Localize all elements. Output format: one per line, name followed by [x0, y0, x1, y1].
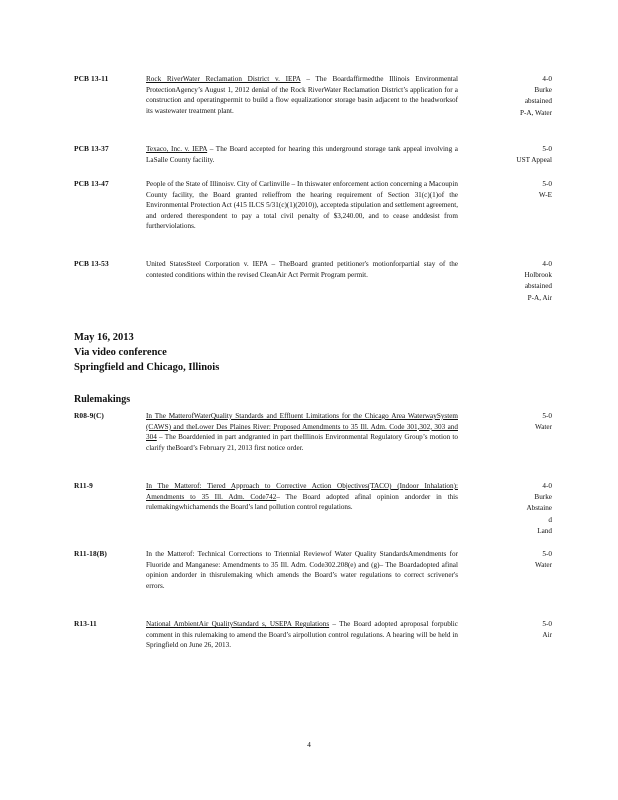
vote-line: d: [548, 515, 552, 524]
case-title: In The Matterof: Tiered Approach to Corrective Action Objectives(TACO) (Indoor Inhalation): Amendments to 35 Ill. Adm. Code742: [146, 482, 458, 501]
entry-text: United StatesSteel Corporation v. IEPA – TheBoard granted petitioner's motionforpartial stay of the contested conditions within the revised CleanAir Act Permit Program permit.: [146, 260, 458, 279]
vote-line: 5-0: [542, 550, 552, 558]
vote-line: Burke: [534, 493, 552, 502]
vote-line: Land: [537, 526, 552, 535]
entry-summary: [146, 619, 458, 651]
vote-line: P-A, Air: [527, 293, 552, 302]
docket-number: PCB 13-37: [74, 144, 109, 153]
docket-number: PCB 13-11: [74, 74, 109, 83]
vote-line: 5-0: [542, 620, 552, 628]
entry-summary: [146, 74, 458, 116]
vote-column: [472, 411, 552, 433]
case-title: Texaco, Inc. v. IEPA: [146, 145, 208, 153]
vote-column: [472, 144, 552, 166]
vote-line: Burke: [534, 86, 552, 95]
vote-line: 4-0: [542, 75, 552, 83]
case-title: National AmbientAir QualityStandard s, USEPA Regulations: [146, 620, 330, 628]
vote-line: W-E: [538, 191, 552, 200]
docket-number: PCB 13-53: [74, 259, 109, 268]
vote-line: Water: [535, 423, 552, 432]
entry-summary: [146, 481, 458, 513]
entry-text: People of the State of Illinoisv. City of Carlinville – In thiswater enforcement action concerning a Macoupin County facility, the Board granted relieffrom the hearing requirement of Section 31(c)(1)of the Environmental Protection Act (415 ILCS 5/31(c)(1)(2010)), accepteda stipulation and settlement agreement, and ordered therespondent to pay a total civil penalty of $3,240.00, and to cease anddesist from furtherviolations.: [146, 180, 458, 231]
entry-text: – The Board adopted aproposal forpublic comment in this rulemaking to amend the Board’s airpollution control regulations. A hearing will be held in Springfield on June 26, 2013.: [146, 620, 458, 650]
vote-column: [472, 619, 552, 641]
vote-line: UST Appeal: [516, 156, 552, 165]
entry-summary: [146, 549, 458, 591]
case-title: Rock RiverWater Reclamation District v. IEPA: [146, 75, 301, 83]
vote-line: Abstaine: [526, 504, 552, 513]
docket-number: R11-9: [74, 481, 93, 490]
vote-column: [472, 549, 552, 571]
meeting-via: Via video conference: [74, 347, 167, 358]
vote-line: 5-0: [542, 412, 552, 420]
docket-number: PCB 13-47: [74, 179, 109, 188]
vote-line: Holbrook: [524, 271, 552, 280]
vote-column: [472, 481, 552, 537]
docket-number: R13-11: [74, 619, 97, 628]
case-title: In The MatterofWaterQuality Standards and Effluent Limitations for the Chicago Area WaterwaySystem (CAWS) and theLower Des Plaines River: Proposed Amendments to 35 Ill. Adm. Code 301,302, 303 and 304: [146, 412, 458, 442]
vote-line: 5-0: [542, 180, 552, 188]
entry-text: – The Board adopted afinal opinion andorder in this rulemakingwhichamends the Board’s land pollution control regulations.: [146, 492, 458, 512]
entry-summary: [146, 411, 458, 453]
meeting-date: May 16, 2013: [74, 332, 134, 343]
vote-line: 4-0: [542, 260, 552, 268]
vote-line: abstained: [524, 282, 552, 291]
entry-text: In the Matterof: Technical Corrections to Triennial Reviewof Water Quality StandardsAmendments for Fluoride and Manganese: Amendments to 35 Ill. Adm. Code302.208(e) and (g)– The Boardadopted afinal opinion andorder in thisrulemaking which amends the Board’s water regulations to correct scrivener's errors.: [146, 550, 458, 590]
vote-column: [472, 179, 552, 201]
vote-line: 5-0: [542, 145, 552, 153]
vote-line: Water: [535, 561, 552, 570]
entry-text: – The Boardaffirmedthe Illinois Environmental ProtectionAgency’s August 1, 2012 denial of the Rock RiverWater Reclamation District’s application for a construction and operatingpermit to build a flow equalizationor storage basin adjacent to the headworksof its wastewater treatment plant.: [146, 75, 458, 115]
docket-number: R08-9(C): [74, 411, 104, 420]
vote-line: abstained: [524, 97, 552, 106]
vote-column: [472, 259, 552, 304]
vote-line: P-A, Water: [519, 108, 552, 117]
meeting-heading: [74, 330, 219, 375]
vote-line: 4-0: [542, 482, 552, 490]
entry-text: – The Boarddenied in part andgranted in part theIllinois Environmental Regulatory Group’s motion to clarify theBoard’s February 21, 2013 first notice order.: [146, 433, 458, 452]
vote-column: [472, 74, 552, 119]
entry-summary: [146, 259, 458, 280]
page-number: 4: [307, 740, 311, 749]
vote-line: Air: [542, 631, 552, 640]
section-heading: Rulemakings: [74, 394, 131, 405]
entry-text: – The Board accepted for hearing this underground storage tank appeal involving a LaSalle County facility.: [146, 145, 458, 164]
entry-summary: [146, 179, 458, 232]
meeting-location: Springfield and Chicago, Illinois: [74, 362, 220, 373]
entry-summary: [146, 144, 458, 165]
docket-number: R11-18(B): [74, 549, 107, 558]
